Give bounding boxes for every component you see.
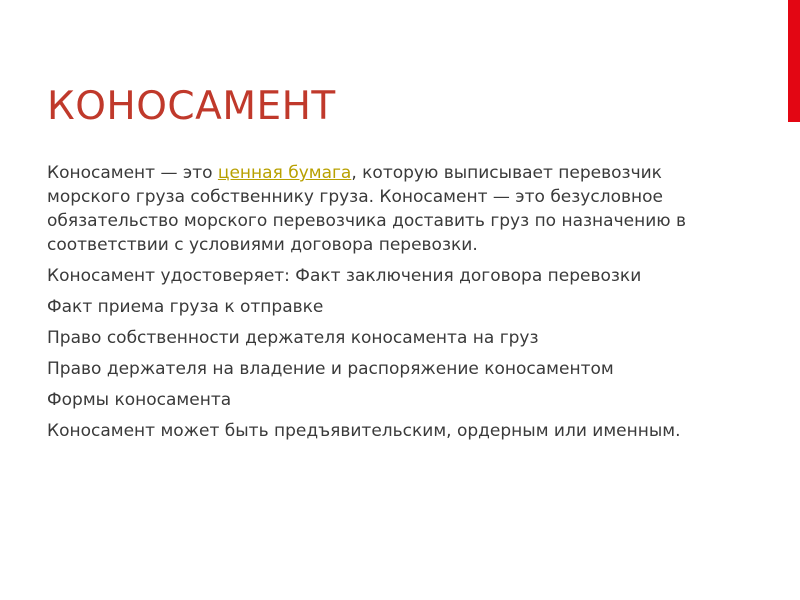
accent-bar xyxy=(788,0,800,122)
slide-title: КОНОСАМЕНТ xyxy=(47,84,336,129)
certifies-paragraph: Коносамент удостоверяет: Факт заключения договора перевозки xyxy=(47,266,642,286)
ownership-right-paragraph: Право собственности держателя коносамента на груз xyxy=(47,328,539,348)
forms-heading-paragraph: Формы коносамента xyxy=(47,390,232,410)
possession-right-paragraph: Право держателя на владение и распоряжение коносаментом xyxy=(47,359,614,379)
definition-text-start: Коносамент — это xyxy=(47,163,218,183)
cargo-acceptance-paragraph: Факт приема груза к отправке xyxy=(47,297,324,317)
slide-body xyxy=(47,161,712,450)
forms-paragraph: Коносамент может быть предъявительским, ордерным или именным. xyxy=(47,421,681,441)
definition-text-end: , которую выписывает перевозчик морского груза собственнику груза. Коносамент — это безусловное обязательство морского перевозчика доставить груз по назначению в соответствии с условиями договора перевозки. xyxy=(47,163,686,255)
definition-paragraph xyxy=(47,161,712,257)
link-securities[interactable]: ценная бумага xyxy=(217,163,352,183)
